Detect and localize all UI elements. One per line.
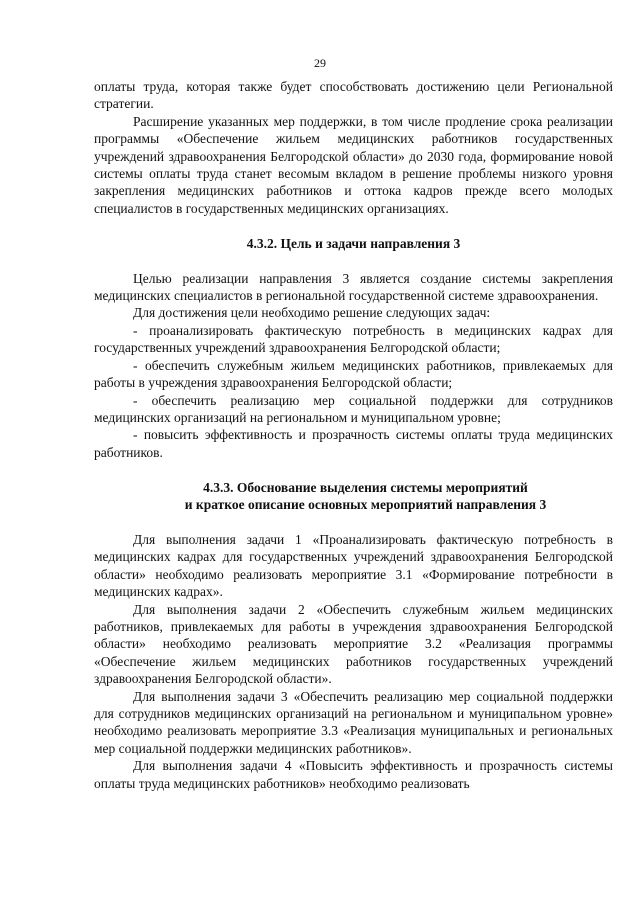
page-number: 29 — [314, 56, 326, 70]
paragraph-task-2-measure: Для выполнения задачи 2 «Обеспечить служебным жильем медицинских работников, привлекаемых для работы в учреждения здравоохранения Белгородской области» необходимо реализовать мероприятие 3.2 «Реализация программы «Обеспечение жильем медицинских работников государственных учреждений здравоохранения Белгородской области». — [94, 601, 613, 687]
section-heading-4-3-3 — [94, 479, 613, 514]
task-item-4: - повысить эффективность и прозрачность системы оплаты труда медицинских работников. — [94, 427, 613, 460]
paragraph-task-4-measure: Для выполнения задачи 4 «Повысить эффективность и прозрачность системы оплаты труда медицинских работников» необходимо реализовать — [94, 758, 613, 791]
paragraph-tasks-intro: Для достижения цели необходимо решение следующих задач: — [133, 305, 491, 321]
paragraph-task-1-measure: Для выполнения задачи 1 «Проанализировать фактическую потребность в медицинских кадрах для государственных учреждений здравоохранения Белгородской области» необходимо реализовать мероприятие 3.1 «Формирование потребности в медицинских кадрах». — [94, 531, 613, 600]
spacer — [94, 217, 613, 235]
spacer — [94, 461, 613, 479]
paragraph-support-measures: Расширение указанных мер поддержки, в том числе продление срока реализации программы «Обеспечение жильем медицинских работников государственных учреждений здравоохранения Белгородской области» до 2030 года, формирование новой системы оплаты труда станет весомым вкладом в решение проблемы низкого уровня закрепления медицинских работников и оттока кадров прежде всего молодых специалистов в государственных медицинских организациях. — [94, 113, 613, 216]
spacer — [94, 513, 613, 531]
section-heading-4-3-2: 4.3.2. Цель и задачи направления 3 — [246, 235, 461, 251]
document-body — [94, 78, 613, 792]
task-item-2: - обеспечить служебным жильем медицинских работников, привлекаемых для работы в учреждения здравоохранения Белгородской области; — [94, 357, 613, 391]
spacer — [94, 252, 613, 270]
paragraph-task-3-measure: Для выполнения задачи 3 «Обеспечить реализацию мер социальной поддержки для сотрудников медицинских организаций на региональном и муниципальном уровне» необходимо реализовать мероприятие 3.3 «Реализация муниципальных и региональных мер социальной поддержки медицинских работников». — [94, 688, 613, 756]
paragraph-goal: Целью реализации направления 3 является создание системы закрепления медицинских специалистов в региональной государственной системе здравоохранения. — [94, 270, 613, 304]
section-heading-4-3-3-line2: и краткое описание основных мероприятий направления 3 — [184, 497, 547, 513]
task-item-1: - проанализировать фактическую потребность в медицинских кадрах для государственных учреждений здравоохранения Белгородской области; — [94, 322, 613, 356]
paragraph-continuation: оплаты труда, которая также будет способствовать достижению цели Региональной стратегии. — [94, 79, 613, 112]
section-heading-4-3-3-line1: 4.3.3. Обоснование выделения системы мероприятий — [203, 479, 528, 495]
task-item-3: - обеспечить реализацию мер социальной поддержки для сотрудников медицинских организаций на региональном и муниципальном уровне; — [94, 392, 613, 425]
